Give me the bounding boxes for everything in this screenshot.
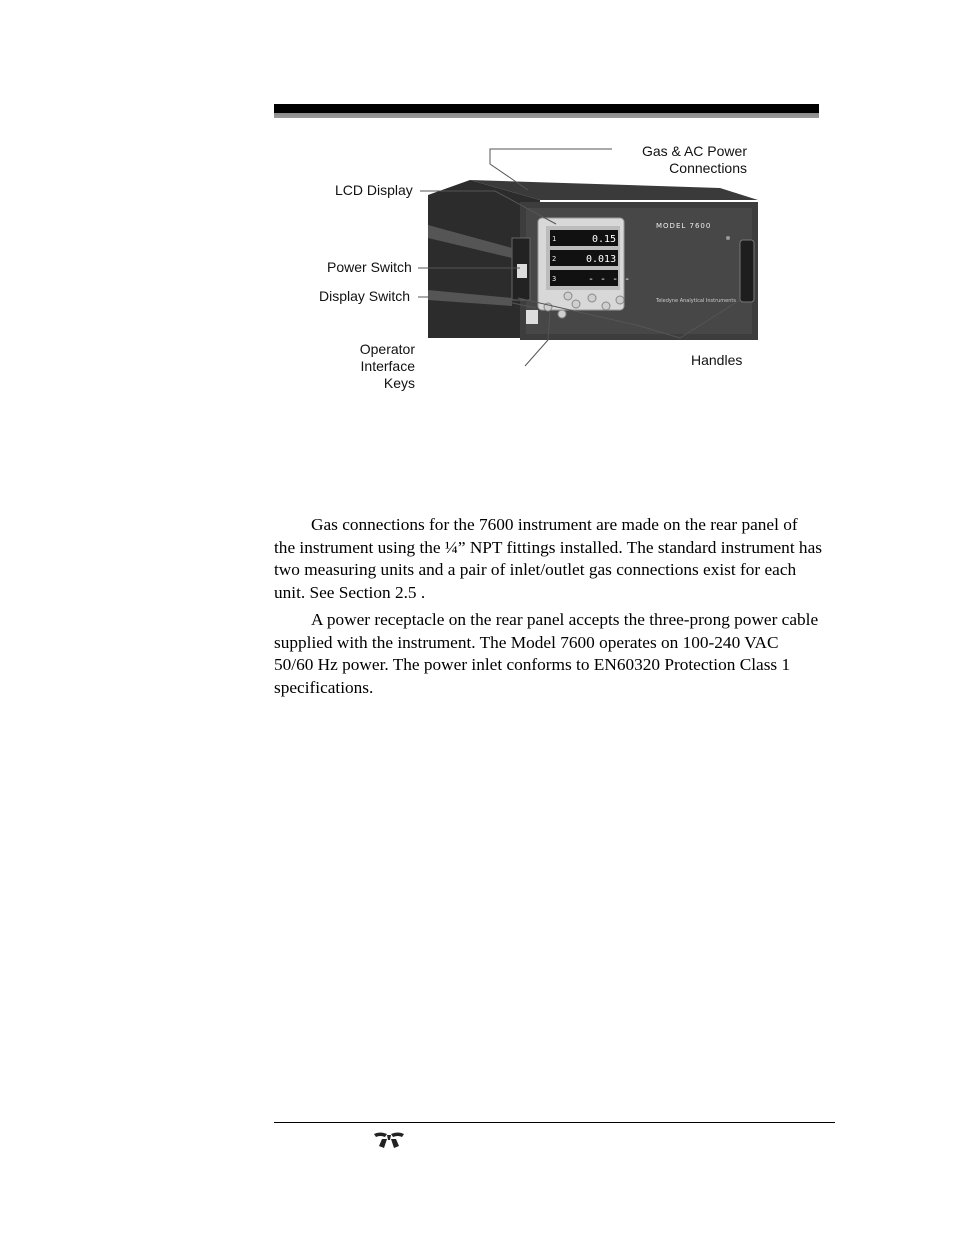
body-text <box>274 514 822 704</box>
reading-3-value: - - - - <box>588 274 631 285</box>
callout-lcd-display: LCD Display <box>335 182 413 198</box>
model-label: MODEL 7600 <box>656 222 712 230</box>
callout-operator-line2: Interface <box>360 358 415 374</box>
callout-operator-line1: Operator <box>359 341 415 357</box>
callout-power-switch: Power Switch <box>327 259 412 275</box>
header-bar <box>274 104 819 118</box>
paragraph-power-receptacle: A power receptacle on the rear panel accepts the three-prong power cable supplied with the instrument. The Model 7600 operates on 100-240 VAC 50/60 Hz power. The power inlet conforms to EN60320 Protection Class 1 specifications. <box>274 610 819 697</box>
footer-rule <box>274 1122 835 1123</box>
instrument-figure <box>300 140 770 400</box>
reading-1-value: 0.15 <box>592 234 617 245</box>
reading-2-id: 2 <box>552 255 557 263</box>
paragraph-gas-connections: Gas connections for the 7600 instrument are made on the rear panel of the instrument using the ¼” NPT fittings installed. The standard instrument has two measuring units and a pair of inlet/outlet gas connections exist for each unit. See Section 2.5 . <box>274 515 822 602</box>
brand-label: Teledyne Analytical Instruments <box>656 298 736 304</box>
callout-operator-line3: Keys <box>383 375 415 391</box>
callout-gas-ac-power-line2: Connections <box>669 160 747 176</box>
reading-3-id: 3 <box>552 275 557 283</box>
reading-2-value: 0.013 <box>586 254 617 265</box>
callout-handles: Handles <box>691 352 743 368</box>
reading-1-id: 1 <box>552 235 557 243</box>
teledyne-logo-icon <box>372 1131 406 1149</box>
callout-gas-ac-power-line1: Gas & AC Power <box>641 143 747 159</box>
callout-gas-ac-power <box>620 143 747 177</box>
callout-display-switch: Display Switch <box>319 288 411 304</box>
callout-operator-keys <box>340 341 415 392</box>
